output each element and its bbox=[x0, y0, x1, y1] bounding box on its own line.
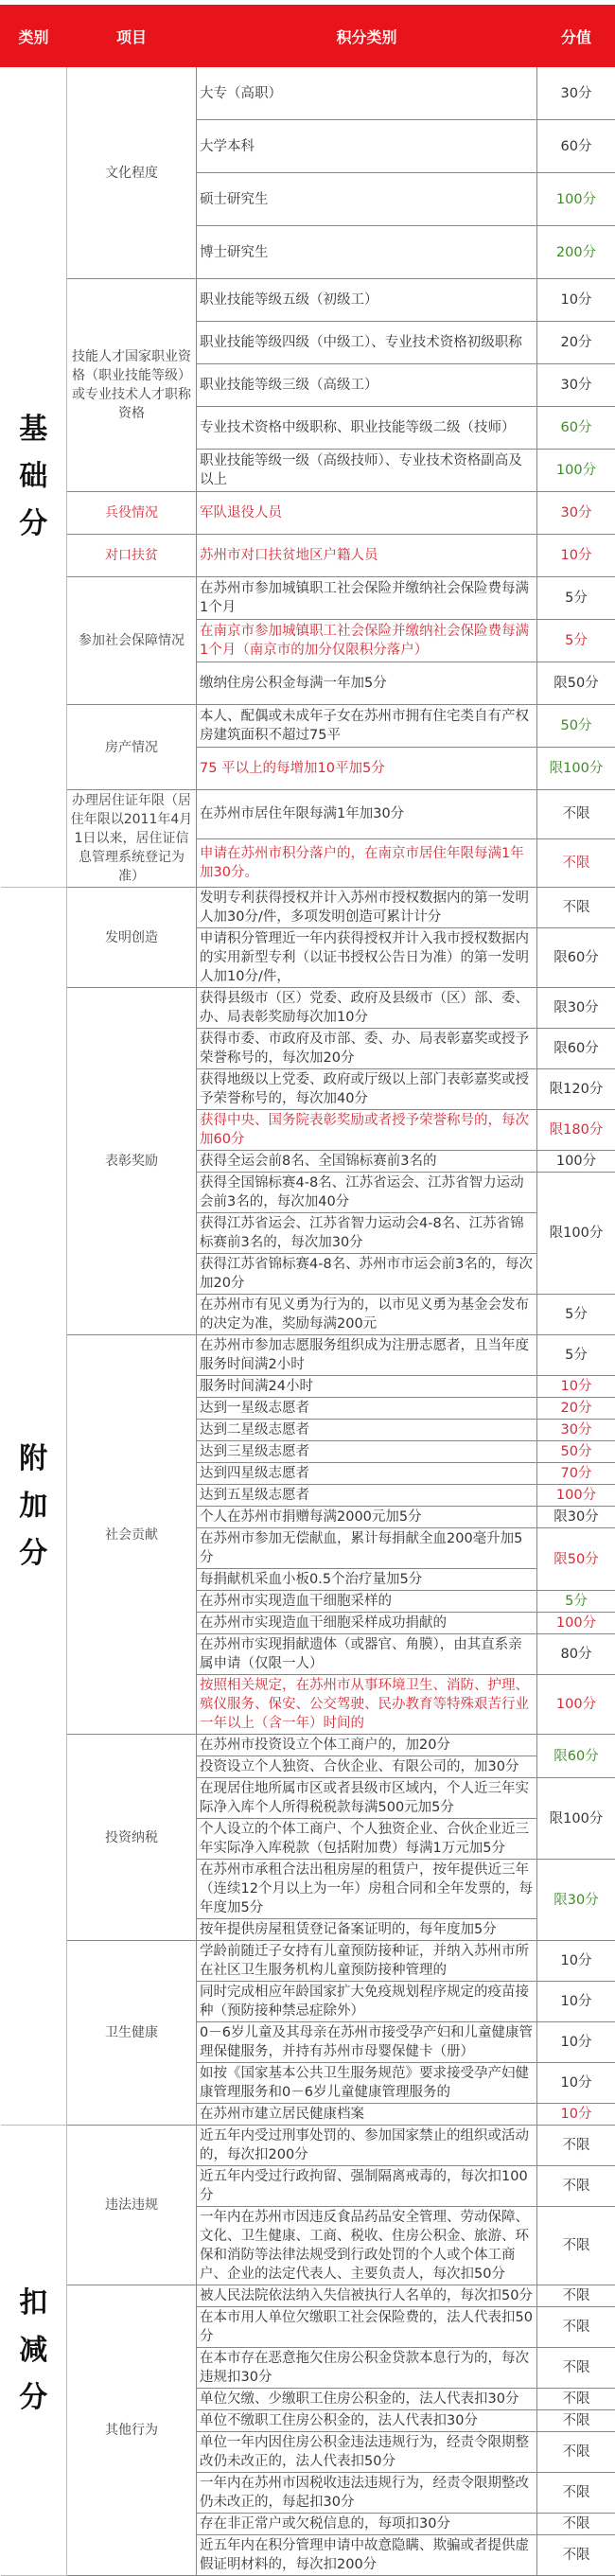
value-cell: 5分 bbox=[537, 1295, 615, 1335]
value-cell: 100分 bbox=[537, 173, 615, 226]
value-cell: 不限 bbox=[537, 2307, 615, 2348]
value-cell: 不限 bbox=[537, 2432, 615, 2473]
table-row bbox=[1, 1941, 615, 1982]
points-type-cell: 在苏州市建立居民健康档案 bbox=[197, 2104, 537, 2126]
points-type-cell: 苏州市对口扶贫地区户籍人员 bbox=[197, 535, 537, 577]
value-cell: 限100分 bbox=[537, 748, 615, 790]
item-cell: 对口扶贫 bbox=[67, 535, 197, 577]
points-type-cell: 获得市委、市政府及市部、委、办、局表彰嘉奖或授予荣誉称号的，每次加20分 bbox=[197, 1029, 537, 1069]
value-cell: 不限 bbox=[537, 838, 615, 888]
value-cell: 5分 bbox=[537, 620, 615, 662]
category-cell: 附加分 bbox=[1, 888, 67, 2126]
value-cell: 5分 bbox=[537, 577, 615, 620]
header-category: 类别 bbox=[1, 6, 67, 67]
points-type-cell: 一年内在苏州市因税收违法违规行为，经责令限期整改仍未改正的，每起扣30分 bbox=[197, 2473, 537, 2514]
value-cell: 200分 bbox=[537, 226, 615, 279]
points-type-cell: 在苏州市参加志愿服务组织成为注册志愿者，且当年度服务时间满2小时 bbox=[197, 1335, 537, 1376]
value-cell: 10分 bbox=[537, 2022, 615, 2063]
points-type-cell: 专业技术资格中级职称、职业技能等级二级（技师） bbox=[197, 407, 537, 450]
points-type-cell: 在苏州市实现造血干细胞采样成功捐献的 bbox=[197, 1613, 537, 1634]
item-cell: 社会贡献 bbox=[67, 1335, 197, 1735]
value-cell: 不限 bbox=[537, 2535, 615, 2576]
points-type-cell: 获得中央、国务院表彰奖励或者授予荣誉称号的，每次加60分 bbox=[197, 1110, 537, 1151]
points-type-cell: 单位一年内因住房公积金违法违规行为，经责令限期整改仍未改正的，法人代表扣50分 bbox=[197, 2432, 537, 2473]
value-cell: 不限 bbox=[537, 2410, 615, 2432]
points-type-cell: 军队退役人员 bbox=[197, 492, 537, 535]
item-cell: 房产情况 bbox=[67, 705, 197, 790]
header-points-type: 积分类别 bbox=[197, 6, 537, 67]
points-table bbox=[0, 5, 615, 2576]
points-type-cell: 职业技能等级五级（初级工） bbox=[197, 279, 537, 322]
item-cell: 卫生健康 bbox=[67, 1941, 197, 2126]
points-type-cell: 75 平以上的每增加10平加5分 bbox=[197, 748, 537, 790]
points-type-cell: 申请积分管理近一年内获得授权并计入我市授权数据内的实用新型专利（以证书授权公告日为准）的第一发明人加10分/件， bbox=[197, 928, 537, 988]
points-type-cell: 职业技能等级三级（高级工） bbox=[197, 364, 537, 407]
points-type-cell: 博士研究生 bbox=[197, 226, 537, 279]
table-row bbox=[1, 1335, 615, 1376]
points-type-cell: 缴纳住房公积金每满一年加5分 bbox=[197, 662, 537, 705]
points-type-cell: 近五年内在积分管理申请中故意隐瞒、欺骗或者提供虚假证明材料的，每次扣200分 bbox=[197, 2535, 537, 2576]
table-row bbox=[1, 705, 615, 748]
table-row bbox=[1, 888, 615, 928]
item-cell: 发明创造 bbox=[67, 888, 197, 988]
item-cell: 兵役情况 bbox=[67, 492, 197, 535]
points-type-cell: 存在非正常户或欠税信息的，每项扣30分 bbox=[197, 2514, 537, 2535]
value-cell: 100分 bbox=[537, 1485, 615, 1507]
value-cell: 限30分 bbox=[537, 1860, 615, 1941]
points-type-cell: 按照相关规定，在苏州市从事环境卫生、消防、护理、殡仪服务、保安、公交驾驶、民办教育等特殊艰苦行业一年以上（含一年）时间的 bbox=[197, 1675, 537, 1735]
value-cell: 不限 bbox=[537, 2473, 615, 2514]
points-type-cell: 在苏州市参加城镇职工社会保险并缴纳社会保险费每满1个月 bbox=[197, 577, 537, 620]
value-cell: 限180分 bbox=[537, 1110, 615, 1151]
table-row bbox=[1, 790, 615, 839]
value-cell: 10分 bbox=[537, 2063, 615, 2104]
points-type-cell: 近五年内受过刑事处罚的、参加国家禁止的组织或活动的，每次扣200分 bbox=[197, 2126, 537, 2166]
points-type-cell: 个人设立的个体工商户、个人独资企业、合伙企业近三年实际净入库税款（包括附加费）每满1万元加5分 bbox=[197, 1819, 537, 1860]
value-cell: 60分 bbox=[537, 407, 615, 450]
category-cell: 扣减分 bbox=[1, 2126, 67, 2576]
points-type-cell: 在苏州市实现捐献遗体（或器官、角膜），由其直系亲属申请（仅限一人） bbox=[197, 1634, 537, 1675]
value-cell: 100分 bbox=[537, 1613, 615, 1634]
value-cell: 10分 bbox=[537, 1982, 615, 2022]
points-type-cell: 职业技能等级一级（高级技师）、专业技术资格副高及以上 bbox=[197, 450, 537, 492]
value-cell: 不限 bbox=[537, 2389, 615, 2410]
points-type-cell: 同时完成相应年龄国家扩大免疫规划程序规定的疫苗接种（预防接种禁忌症除外） bbox=[197, 1982, 537, 2022]
value-cell: 不限 bbox=[537, 790, 615, 839]
item-cell: 违法违规 bbox=[67, 2126, 197, 2285]
points-type-cell: 按年提供房屋租赁登记备案证明的，每年度加5分 bbox=[197, 1919, 537, 1941]
value-cell: 不限 bbox=[537, 2514, 615, 2535]
points-type-cell: 单位欠缴、少缴职工住房公积金的，法人代表扣30分 bbox=[197, 2389, 537, 2410]
value-cell: 10分 bbox=[537, 279, 615, 322]
points-type-cell: 达到三星级志愿者 bbox=[197, 1441, 537, 1463]
value-cell: 限50分 bbox=[537, 662, 615, 705]
value-cell: 100分 bbox=[537, 1675, 615, 1735]
points-type-cell: 获得地级以上党委、政府或厅级以上部门表彰嘉奖或授予荣誉称号的，每次加40分 bbox=[197, 1069, 537, 1110]
points-type-cell: 获得江苏省运会、江苏省智力运动会4-8名、江苏省锦标赛前3名的，每次加30分 bbox=[197, 1213, 537, 1254]
points-type-cell: 每捐献机采血小板0.5个治疗量加5分 bbox=[197, 1569, 537, 1591]
points-type-cell: 投资设立个人独资、合伙企业、有限公司的，加30分 bbox=[197, 1756, 537, 1778]
table-row bbox=[1, 988, 615, 1029]
points-type-cell: 在苏州市居住年限每满1年加30分 bbox=[197, 790, 537, 839]
value-cell: 30分 bbox=[537, 1420, 615, 1441]
value-cell: 60分 bbox=[537, 120, 615, 173]
value-cell: 30分 bbox=[537, 364, 615, 407]
value-cell: 限100分 bbox=[537, 1173, 615, 1295]
value-cell: 80分 bbox=[537, 1634, 615, 1675]
points-type-cell: 在苏州市参加无偿献血，累计每捐献全血200毫升加5分 bbox=[197, 1528, 537, 1569]
item-cell: 参加社会保障情况 bbox=[67, 577, 197, 705]
points-type-cell: 在苏州市实现造血干细胞采样的 bbox=[197, 1591, 537, 1613]
table-row bbox=[1, 67, 615, 120]
points-type-cell: 在苏州市有见义勇为行为的，以市见义勇为基金会发布的决定为准，奖励每满200元 bbox=[197, 1295, 537, 1335]
points-type-cell: 单位不缴职工住房公积金的，法人代表扣30分 bbox=[197, 2410, 537, 2432]
table-row bbox=[1, 2285, 615, 2307]
points-type-cell: 大学本科 bbox=[197, 120, 537, 173]
points-type-cell: 服务时间满24小时 bbox=[197, 1376, 537, 1398]
value-cell: 100分 bbox=[537, 450, 615, 492]
value-cell: 限100分 bbox=[537, 1778, 615, 1860]
points-type-cell: 大专（高职） bbox=[197, 67, 537, 120]
points-type-cell: 职业技能等级四级（中级工）、专业技术资格初级职称 bbox=[197, 322, 537, 364]
item-cell: 其他行为 bbox=[67, 2285, 197, 2576]
value-cell: 10分 bbox=[537, 1376, 615, 1398]
table-row bbox=[1, 1735, 615, 1756]
points-type-cell: 在南京市参加城镇职工社会保险并缴纳社会保险费每满1个月（南京市的加分仅限积分落户） bbox=[197, 620, 537, 662]
value-cell: 限60分 bbox=[537, 928, 615, 988]
points-type-cell: 一年内在苏州市因违反食品药品安全管理、劳动保障、文化、卫生健康、工商、税收、住房公积金、旅游、环保和消防等法律法规受到行政处罚的个人或个体工商户、企业的法定代表人、主要负责人，每次扣50分 bbox=[197, 2207, 537, 2285]
points-type-cell: 达到四星级志愿者 bbox=[197, 1463, 537, 1485]
table-row bbox=[1, 577, 615, 620]
points-type-cell: 达到五星级志愿者 bbox=[197, 1485, 537, 1507]
points-type-cell: 申请在苏州市积分落户的，在南京市居住年限每满1年加30分。 bbox=[197, 838, 537, 888]
points-type-cell: 0－6岁儿童及其母亲在苏州市接受孕产妇和儿童健康管理保健服务，并持有苏州市母婴保健卡（册） bbox=[197, 2022, 537, 2063]
value-cell: 不限 bbox=[537, 2126, 615, 2166]
points-type-cell: 个人在苏州市捐赠每满2000元加5分 bbox=[197, 1507, 537, 1528]
value-cell: 10分 bbox=[537, 535, 615, 577]
item-cell: 文化程度 bbox=[67, 67, 197, 279]
item-cell: 技能人才国家职业资格（职业技能等级）或专业技术人才职称资格 bbox=[67, 279, 197, 492]
value-cell: 不限 bbox=[537, 2285, 615, 2307]
points-type-cell: 获得全运会前8名、全国锦标赛前3名的 bbox=[197, 1151, 537, 1173]
points-type-cell: 获得县级市（区）党委、政府及县级市（区）部、委、办、局表彰奖励每次加10分 bbox=[197, 988, 537, 1029]
value-cell: 10分 bbox=[537, 2104, 615, 2126]
header-value: 分值 bbox=[537, 6, 615, 67]
value-cell: 不限 bbox=[537, 2348, 615, 2389]
value-cell: 20分 bbox=[537, 322, 615, 364]
points-type-cell: 在苏州市承租合法出租房屋的租赁户，按年提供近三年（连续12个月以上为一年）房租合同和全年发票的，每年度加5分 bbox=[197, 1860, 537, 1919]
points-type-cell: 达到二星级志愿者 bbox=[197, 1420, 537, 1441]
value-cell: 5分 bbox=[537, 1335, 615, 1376]
value-cell: 100分 bbox=[537, 1151, 615, 1173]
points-type-cell: 被人民法院依法纳入失信被执行人名单的，每次扣50分 bbox=[197, 2285, 537, 2307]
header-item: 项目 bbox=[67, 6, 197, 67]
value-cell: 限60分 bbox=[537, 1029, 615, 1069]
table-row bbox=[1, 2126, 615, 2166]
points-type-cell: 在本市存在恶意拖欠住房公积金贷款本息行为的，每次违规扣30分 bbox=[197, 2348, 537, 2389]
value-cell: 限30分 bbox=[537, 1507, 615, 1528]
value-cell: 不限 bbox=[537, 2207, 615, 2285]
points-type-cell: 获得全国锦标赛4-8名、江苏省运会、江苏省智力运动会前3名的，每次加40分 bbox=[197, 1173, 537, 1213]
value-cell: 限50分 bbox=[537, 1528, 615, 1591]
value-cell: 20分 bbox=[537, 1398, 615, 1420]
value-cell: 不限 bbox=[537, 888, 615, 928]
points-type-cell: 获得江苏省锦标赛4-8名、苏州市市运会前3名的，每次加20分 bbox=[197, 1254, 537, 1295]
item-cell: 表彰奖励 bbox=[67, 988, 197, 1335]
value-cell: 50分 bbox=[537, 1441, 615, 1463]
table-row bbox=[1, 492, 615, 535]
value-cell: 70分 bbox=[537, 1463, 615, 1485]
points-type-cell: 发明专利获得授权并计入苏州市授权数据内的第一发明人加30分/件，多项发明创造可累计计分 bbox=[197, 888, 537, 928]
value-cell: 30分 bbox=[537, 492, 615, 535]
points-type-cell: 硕士研究生 bbox=[197, 173, 537, 226]
points-type-cell: 本人、配偶或未成年子女在苏州市拥有住宅类自有产权房建筑面积不超过75平 bbox=[197, 705, 537, 748]
points-type-cell: 近五年内受过行政拘留、强制隔离戒毒的，每次扣100分 bbox=[197, 2166, 537, 2207]
table-body bbox=[1, 67, 615, 2576]
points-type-cell: 在本市用人单位欠缴职工社会保险费的，法人代表扣50分 bbox=[197, 2307, 537, 2348]
category-cell: 基础分 bbox=[1, 67, 67, 888]
value-cell: 限60分 bbox=[537, 1735, 615, 1778]
item-cell: 办理居住证年限（居住年限以2011年4月1日以来，居住证信息管理系统登记为准） bbox=[67, 790, 197, 888]
table-row bbox=[1, 535, 615, 577]
points-type-cell: 在苏州市投资设立个体工商户的，加20分 bbox=[197, 1735, 537, 1756]
table-row bbox=[1, 279, 615, 322]
value-cell: 限30分 bbox=[537, 988, 615, 1029]
points-type-cell: 如按《国家基本公共卫生服务规范》要求接受孕产妇健康管理服务和0－6岁儿童健康管理服务的 bbox=[197, 2063, 537, 2104]
table-header bbox=[1, 6, 615, 67]
points-type-cell: 学龄前随迁子女持有儿童预防接种证，并纳入苏州市所在社区卫生服务机构儿童预防接种管理的 bbox=[197, 1941, 537, 1982]
value-cell: 限120分 bbox=[537, 1069, 615, 1110]
value-cell: 5分 bbox=[537, 1591, 615, 1613]
value-cell: 10分 bbox=[537, 1941, 615, 1982]
item-cell: 投资纳税 bbox=[67, 1735, 197, 1941]
value-cell: 30分 bbox=[537, 67, 615, 120]
points-type-cell: 达到一星级志愿者 bbox=[197, 1398, 537, 1420]
value-cell: 不限 bbox=[537, 2166, 615, 2207]
points-type-cell: 在现居住地所属市区或者县级市区域内，个人近三年实际净入库个人所得税税款每满500元加5分 bbox=[197, 1778, 537, 1819]
value-cell: 50分 bbox=[537, 705, 615, 748]
